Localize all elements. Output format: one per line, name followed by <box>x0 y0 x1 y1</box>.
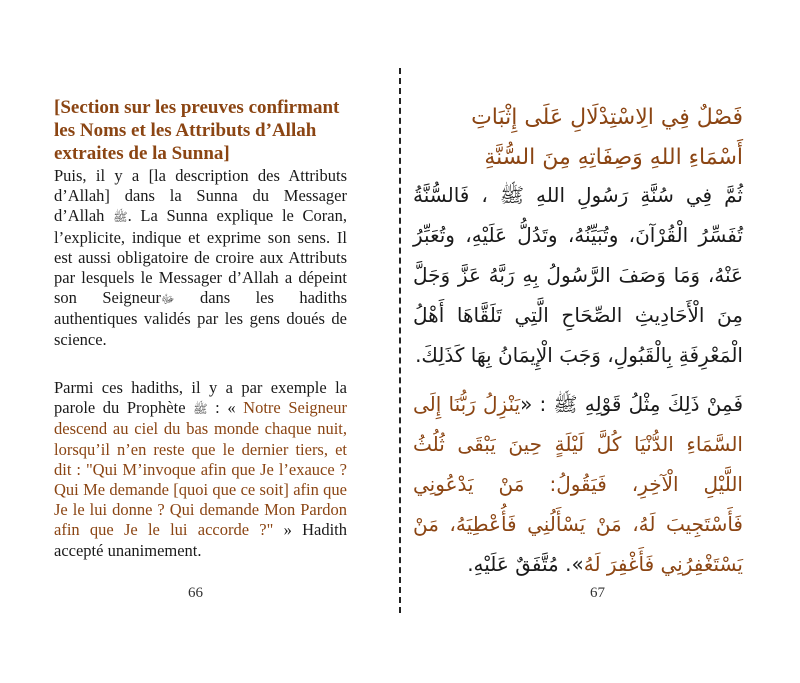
page-divider <box>399 68 401 613</box>
right-page <box>402 0 800 683</box>
glorification-icon: ﷻ <box>160 292 175 307</box>
paragraph-arabic-1: ثُمَّ فِي سُنَّةِ رَسُولِ اللهِ ﷺ ، فَالسُّنَّةُ تُفَسِّرُ الْقُرْآنَ، وتُبَيِّنُهُ، وتَدُلُّ عَلَيْهِ، وتُعَبِّرُ عَنْهُ، وَمَا وَصَفَ الرَّسُولُ بِهِ رَبَّهُ عَزَّ وَجَلَّ مِنَ الْأَحَادِيثِ الصِّحَاحِ الَّتِي تَلَقَّاهَا أَهْلُ الْمَعْرِفَةِ بِالْقَبُولِ، وَجَبَ الْإِيمَانُ بِهَا كَذَلِكَ. <box>413 183 743 367</box>
text: dans les hadiths authentiques validés par les gens doués de science. <box>54 288 347 349</box>
paragraph-french-2 <box>54 378 347 561</box>
paragraph-arabic-2 <box>413 384 743 584</box>
salutation-icon: ﷺ <box>193 402 208 417</box>
left-page <box>0 0 398 683</box>
section-title-arabic: فَصْلٌ فِي الِاسْتِدْلَالِ عَلَى إِثْبَاتِ أَسْمَاءِ اللهِ وَصِفَاتِهِ مِنَ السُّنَّةِ <box>471 105 743 170</box>
paragraph-french-1 <box>54 166 347 350</box>
salutation-icon: ﷺ <box>113 210 128 225</box>
text: Parmi ces hadiths, il y a par exemple la parole du Prophète <box>54 378 347 418</box>
hadith-quote-arabic: يَنْزِلُ رَبُّنَا إِلَى السَّمَاءِ الدُّنْيَا كُلَّ لَيْلَةٍ حِينَ يَبْقَى ثُلُثُ اللَّيْلِ الْآخِرِ، فَيَقُولُ: مَنْ يَدْعُونِي فَأَسْتَجِيبَ لَهُ، مَنْ يَسْأَلُنِي فَأُعْطِيَهُ، مَنْ يَسْتَغْفِرُنِي فَأَغْفِرَ لَهُ <box>413 392 743 576</box>
text: : « <box>207 398 244 418</box>
text: . La Sunna explique le Coran, l’explicite, indique et exprime son sens. Il est aussi obligatoire de croire aux Attributs par lesquels le Messager d’Allah a dépeint son Seigneur <box>54 206 347 308</box>
text: Puis, il y a [la description des Attributs d’Allah] dans la Sunna du Messager d’Allah <box>54 166 347 226</box>
page-number-right: 67 <box>590 585 605 601</box>
page-number-left: 66 <box>188 585 203 601</box>
text: ». مُتَّفَقٌ عَلَيْهِ. <box>467 552 584 576</box>
text: » Hadith accepté unanimement. <box>54 520 347 560</box>
text: فَمِنْ ذَلِكَ مِثْلُ قَوْلِهِ ﷺ : « <box>520 392 743 416</box>
section-title-french: [Section sur les preuves confirmant les Noms et les Attributs d’Allah extraites de la Sunna] <box>54 97 340 164</box>
hadith-quote-french: Notre Seigneur descend au ciel du bas monde chaque nuit, lorsqu’il n’en reste que le dernier tiers, et dit : "Qui M’invoque afin que Je l’exauce ? Qui Me demande [quoi que ce soit] afin que Je le lui donne ? Qui demande Mon Pardon afin que Je le lui accorde ?" <box>54 398 347 540</box>
